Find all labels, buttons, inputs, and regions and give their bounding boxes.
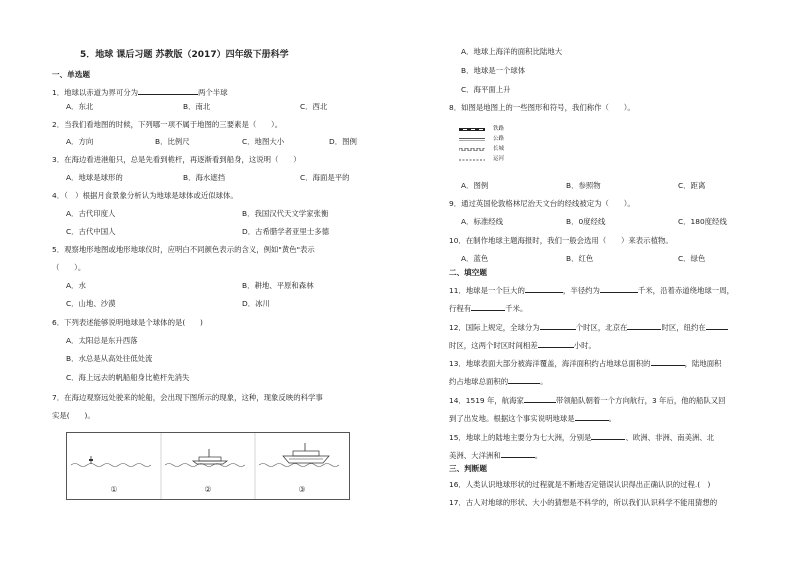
q14-blank-1[interactable]: [524, 394, 556, 403]
section-true-false: 三、判断题: [449, 464, 487, 473]
q8-option-c[interactable]: C．距离: [678, 181, 706, 190]
q15-text-b: 、欧洲、非洲、南美洲、北: [625, 433, 715, 442]
q9-option-b[interactable]: B．0度经线: [566, 217, 606, 226]
q9-option-a[interactable]: A．标准经线: [461, 217, 504, 226]
q7-option-b[interactable]: B．地球是一个球体: [461, 66, 526, 75]
q4-option-a[interactable]: A．古代印度人: [66, 209, 116, 218]
q1-option-b[interactable]: B．南北: [183, 102, 211, 111]
q12-blank-2[interactable]: [627, 321, 661, 330]
q5-option-d[interactable]: D．冰川: [242, 299, 270, 308]
q10-option-c[interactable]: C．绿色: [678, 254, 706, 263]
q12-blank-3[interactable]: [706, 321, 728, 330]
q12-line1: [449, 321, 728, 333]
q13-text-c: 约占地球总面积的: [449, 377, 509, 386]
q15-line2: [449, 449, 542, 461]
q3-option-a[interactable]: A．地球是球形的: [66, 173, 123, 182]
q7-option-c[interactable]: C．海平面上升: [461, 85, 511, 94]
legend-row-great-wall: [459, 144, 579, 154]
q15-blank-2[interactable]: [501, 449, 535, 458]
q14-line1: [449, 394, 726, 406]
legend-label-railway: 铁路: [493, 126, 505, 132]
q11-text-d: 行程有: [449, 304, 472, 313]
q4-option-b[interactable]: B．我国汉代天文学家张衡: [242, 209, 329, 218]
q2-option-d[interactable]: D．图例: [329, 137, 357, 146]
q11-line1: [449, 284, 734, 296]
q6-stem: 6．下列表述能够说明地球是个球体的是( ): [52, 318, 203, 327]
q11-blank-2[interactable]: [600, 284, 638, 293]
q11-blank-1[interactable]: [525, 284, 563, 293]
railway-symbol-icon: [459, 128, 485, 131]
q17-stem: 17．古人对地球的形状、大小的猜想是不科学的，所以我们认识科学不能用猜想的: [449, 498, 718, 507]
q1-option-c[interactable]: C．西北: [300, 102, 328, 111]
q3-stem: 3．在海边看进港船只，总是先看到桅杆，再逐渐看到船身，这说明（ ）: [52, 155, 301, 164]
q10-option-a[interactable]: A．蓝色: [461, 254, 489, 263]
highway-symbol-icon: [459, 138, 485, 141]
q5-stem-line1: 5．观察地形地图或地形地球仪时，应明白不同颜色表示的含义，例如"黄色"表示: [52, 245, 315, 254]
q15-text-c: 美洲、大洋洲和: [449, 451, 501, 460]
legend-label-highway: 公路: [493, 136, 505, 142]
q4-stem: 4．（ ）根据月食景象分析认为地球是球体或近似球体。: [52, 191, 238, 200]
q4-option-c[interactable]: C．古代中国人: [66, 227, 116, 236]
q6-option-a[interactable]: A．太阳总是东升西落: [66, 336, 138, 345]
q10-option-b[interactable]: B．红色: [566, 254, 594, 263]
q12-blank-4[interactable]: [538, 339, 574, 348]
q11-text-b: ，半径约为: [562, 286, 600, 295]
q15-blank-1[interactable]: [591, 431, 625, 440]
q3-option-c[interactable]: C．海面是平的: [300, 173, 350, 182]
q13-line1: [449, 357, 722, 369]
ship-full-icon: [283, 443, 329, 463]
q2-option-b[interactable]: B．比例尺: [155, 137, 190, 146]
q11-text-c: 千米，沿着赤道绕地球一周，: [637, 286, 734, 295]
q12-text-d: 时区，这两个时区时间相差: [449, 341, 538, 350]
q9-option-c[interactable]: C．180度经线: [678, 217, 727, 226]
q15-text-a: 15．地球上的陆地主要分为七大洲，分别是: [449, 433, 592, 442]
q4-option-d[interactable]: D．古希腊学者亚里士多德: [242, 227, 329, 236]
q14-text-c: 到了出发地。根据这个事实说明地球是: [449, 414, 575, 423]
q14-line2: [449, 412, 616, 424]
q11-line2: [449, 302, 527, 314]
ship-partial-icon: [193, 449, 227, 464]
q12-text-c: 时区，纽约在: [661, 323, 706, 332]
q15-line1: [449, 431, 714, 443]
q14-text-a: 14．1519 年，航海家: [449, 396, 524, 405]
q15-text-d: 。: [534, 451, 543, 460]
legend-row-canal: [459, 154, 579, 164]
q10-stem: 10．在制作地球主题海报时，我们一般会选用（ ）来表示植物。: [449, 236, 673, 245]
panel-2-label: ②: [204, 485, 212, 494]
ship-approach-illustration: [67, 433, 349, 499]
q13-text-a: 13．地球表面大部分被海洋覆盖，海洋面积约占地球总面积的: [449, 359, 651, 368]
q1-blank[interactable]: [138, 86, 198, 95]
panel-3-label: ③: [298, 485, 306, 494]
q12-text-a: 12．国际上规定，全球分为: [449, 323, 540, 332]
legend-label-great-wall: 长城: [493, 146, 505, 152]
q12-text-b: 个时区，北京在: [575, 323, 628, 332]
q8-stem: 8．如图是地图上的一些图形和符号，我们称作（ ）。: [449, 103, 635, 112]
q5-option-c[interactable]: C．山地、沙漠: [66, 299, 116, 308]
canal-symbol-icon: [459, 158, 485, 161]
q7-stem-line1: 7．在海边观察远处驶来的轮船，会出现下图所示的现象，这种，现象反映的科学事: [52, 393, 323, 402]
q13-blank-1[interactable]: [651, 357, 685, 366]
q13-line2: [449, 375, 548, 387]
q8-option-a[interactable]: A．图例: [461, 181, 489, 190]
q1-stem: [52, 86, 228, 98]
q1-option-a[interactable]: A．东北: [66, 102, 94, 111]
q5-stem-line2: （ ）。: [52, 263, 86, 272]
q5-option-a[interactable]: A．水: [66, 281, 86, 290]
q12-blank-1[interactable]: [540, 321, 576, 330]
section-single-choice: 一、单选题: [52, 70, 90, 79]
q7-stem-line2: 实是( )。: [52, 411, 95, 420]
q3-option-b[interactable]: B．海水遮挡: [183, 173, 226, 182]
q14-text-b: 带领船队朝着一个方向航行，3 年后，他的船队又回: [555, 396, 726, 405]
q9-stem: 9．通过英国伦敦格林尼治天文台的经线被定为（ ）。: [449, 199, 635, 208]
q7-option-a[interactable]: A．地球上海洋的面积比陆地大: [461, 47, 563, 56]
q8-option-b[interactable]: B．参照物: [566, 181, 601, 190]
q16-stem: 16．人类认识地球形状的过程就是不断地否定错误认识得出正确认识的过程.( ): [449, 480, 711, 489]
q6-option-b[interactable]: B．水总是从高处往低处流: [66, 354, 153, 363]
q2-option-c[interactable]: C．地图大小: [242, 137, 285, 146]
legend-row-railway: [459, 124, 579, 134]
q2-stem: 2．当我们看地图的时候，下列哪一项不属于地图的三要素是（ ）。: [52, 120, 283, 129]
legend-row-highway: [459, 134, 579, 144]
q11-blank-3[interactable]: [471, 302, 505, 311]
q1-stem-text: 1．地球以赤道为界可分为: [52, 88, 139, 97]
legend-label-canal: 运河: [493, 156, 505, 162]
q13-text-b: ，陆地面积: [684, 359, 722, 368]
q13-blank-2[interactable]: [508, 375, 540, 384]
q13-text-d: 。: [540, 377, 548, 386]
page-title: 5．地球 课后习题 苏教版（2017）四年级下册科学: [80, 50, 289, 60]
ship-mast-only-icon: [89, 456, 93, 464]
great-wall-symbol-icon: [459, 148, 485, 151]
q1-stem-text-end: 两个半球: [198, 88, 228, 97]
panel-1-label: ①: [110, 485, 118, 494]
q6-option-c[interactable]: C．海上远去的帆船船身比桅杆先消失: [66, 373, 190, 382]
q7-ship-diagram: [66, 432, 350, 500]
q11-text-e: 千米。: [505, 304, 528, 313]
q5-option-b[interactable]: B．耕地、平原和森林: [242, 281, 314, 290]
q2-option-a[interactable]: A．方向: [66, 137, 94, 146]
q12-text-e: 小时。: [573, 341, 596, 350]
q14-blank-2[interactable]: [575, 412, 609, 421]
q12-line2: [449, 339, 596, 351]
q14-text-d: 。: [608, 414, 617, 423]
q11-text-a: 11．地球是一个巨大的: [449, 286, 525, 295]
section-fill-blank: 二、填空题: [449, 268, 487, 277]
